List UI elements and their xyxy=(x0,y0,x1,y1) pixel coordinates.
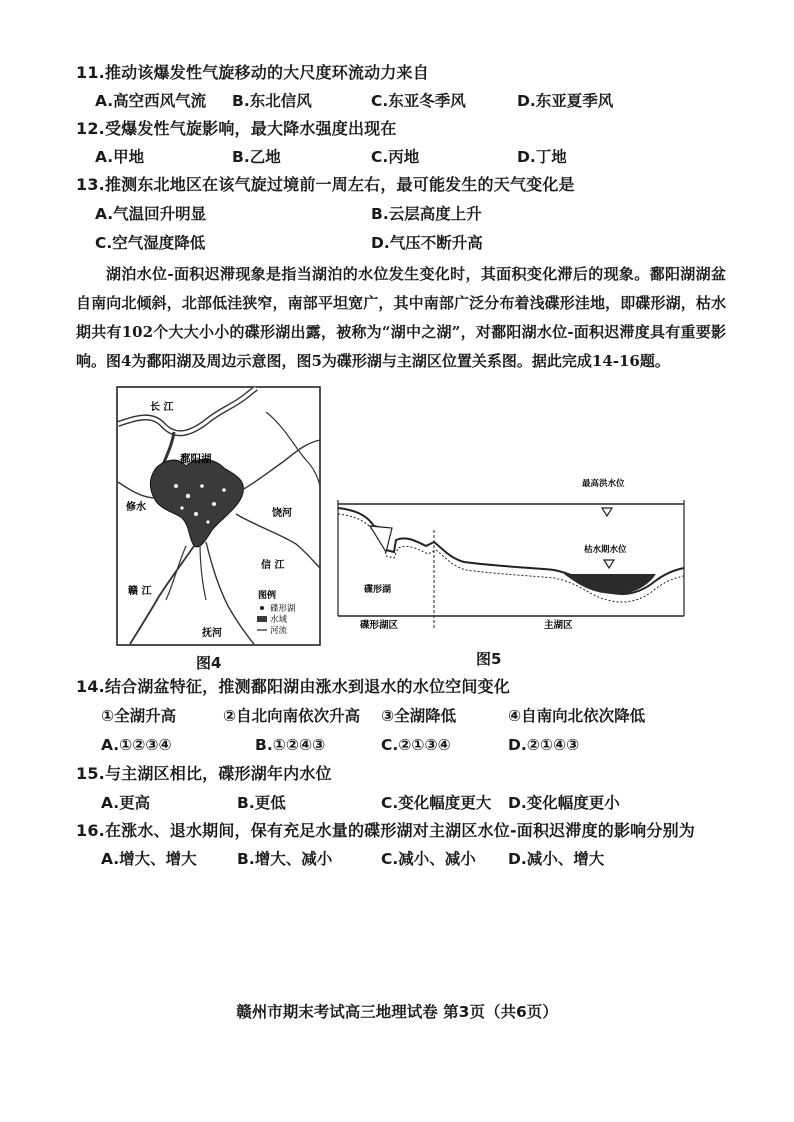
figure4-caption: 图4 xyxy=(196,654,222,672)
label-changjiang: 长 江 xyxy=(150,402,174,413)
label-xiushui: 修水 xyxy=(126,502,146,513)
legend-title: 图例 xyxy=(258,591,277,601)
label-zone-dish: 碟形湖区 xyxy=(360,620,399,631)
q12-stem: 12.受爆发性气旋影响，最大降水强度出现在 xyxy=(76,119,397,138)
label-fuhe: 抚河 xyxy=(202,628,222,639)
q16-stem: 16.在涨水、退水期间，保有充足水量的碟形湖对主湖区水位-面积迟滞度的影响分别为 xyxy=(76,821,695,840)
label-poyang: 鄱阳湖 xyxy=(180,453,212,465)
q13-option-b[interactable]: B.云层高度上升 xyxy=(371,205,482,223)
q14-option-c[interactable]: C.②①③④ xyxy=(381,736,451,754)
q11-option-c[interactable]: C.东亚冬季风 xyxy=(371,92,466,110)
label-zone-main: 主湖区 xyxy=(544,620,573,631)
q14-item-1: ①全湖升高 xyxy=(101,707,177,725)
lowest-water-marker-icon xyxy=(604,560,614,568)
q13-stem: 13.推测东北地区在该气旋过境前一周左右，最可能发生的天气变化是 xyxy=(76,175,575,194)
q16-option-d[interactable]: D.减小、增大 xyxy=(508,850,605,868)
q14-option-d[interactable]: D.②①④③ xyxy=(508,736,580,754)
legend-water: 水域 xyxy=(270,615,288,625)
passage-text: 湖泊水位-面积迟滞现象是指当湖泊的水位发生变化时，其面积变化滞后的现象。鄱阳湖湖盆自南向北倾斜，北部低洼狭窄，南部平坦宽广，其中南部广泛分布着浅碟形洼地，即碟形湖，枯水期共有102个大大小小的碟形湖出露，被称为“湖中之湖”，对鄱阳湖水位-面积迟滞度具有重要影响。图4为鄱阳湖及周边示意图，图5为碟形湖与主湖区位置关系图。据此完成14-16题。 xyxy=(76,265,726,370)
label-dish-lake: 碟形湖 xyxy=(364,585,392,595)
legend-dish-lake: 碟形湖 xyxy=(270,604,296,614)
legend-dish-lake-icon xyxy=(260,606,264,610)
label-lowest-water: 枯水期水位 xyxy=(584,545,627,555)
q12-option-c[interactable]: C.丙地 xyxy=(371,148,420,166)
q12-option-d[interactable]: D.丁地 xyxy=(517,148,567,166)
q14-item-2: ②自北向南依次升高 xyxy=(223,707,361,725)
passage xyxy=(76,260,726,376)
q14-option-b[interactable]: B.①②④③ xyxy=(255,736,326,754)
q15-option-b[interactable]: B.更低 xyxy=(237,794,286,812)
label-xinjiang: 信 江 xyxy=(261,560,285,571)
q15-option-d[interactable]: D.变化幅度更小 xyxy=(508,794,620,812)
q16-option-c[interactable]: C.减小、减小 xyxy=(381,850,476,868)
q13-option-a[interactable]: A.气温回升明显 xyxy=(95,205,207,223)
dish-lake-basin xyxy=(370,526,392,552)
q15-option-c[interactable]: C.变化幅度更大 xyxy=(381,794,492,812)
q11-option-a[interactable]: A.高空西风气流 xyxy=(95,92,207,110)
q13-option-c[interactable]: C.空气湿度降低 xyxy=(95,234,206,252)
q11-option-b[interactable]: B.东北信风 xyxy=(232,92,312,110)
q14-item-3: ③全湖降低 xyxy=(381,707,457,725)
q14-option-a[interactable]: A.①②③④ xyxy=(101,736,172,754)
q14-item-4: ④自南向北依次降低 xyxy=(508,707,646,725)
label-ganjiang: 赣 江 xyxy=(128,586,152,597)
main-lake-low-water xyxy=(564,574,656,594)
q13-option-d[interactable]: D.气压不断升高 xyxy=(371,234,483,252)
figure5-cross-section xyxy=(334,470,690,632)
q14-stem: 14.结合湖盆特征，推测鄱阳湖由涨水到退水的水位空间变化 xyxy=(76,677,510,696)
page-footer: 赣州市期末考试高三地理试卷 第3页（共6页） xyxy=(236,1003,558,1021)
q11-option-d[interactable]: D.东亚夏季风 xyxy=(517,92,614,110)
q16-option-a[interactable]: A.增大、增大 xyxy=(101,850,197,868)
q16-option-b[interactable]: B.增大、减小 xyxy=(237,850,333,868)
label-raohe: 饶河 xyxy=(272,508,292,519)
q15-option-a[interactable]: A.更高 xyxy=(101,794,151,812)
q11-stem: 11.推动该爆发性气旋移动的大尺度环流动力来自 xyxy=(76,63,429,82)
figure5-caption: 图5 xyxy=(476,650,502,668)
highest-water-marker-icon xyxy=(602,508,612,516)
q12-option-b[interactable]: B.乙地 xyxy=(232,148,281,166)
legend-water-icon xyxy=(257,616,267,622)
q12-option-a[interactable]: A.甲地 xyxy=(95,148,145,166)
label-highest-water: 最高洪水位 xyxy=(582,479,625,489)
legend-river: 河流 xyxy=(270,626,288,636)
q15-stem: 15.与主湖区相比，碟形湖年内水位 xyxy=(76,764,332,783)
figure4-map xyxy=(116,386,321,646)
